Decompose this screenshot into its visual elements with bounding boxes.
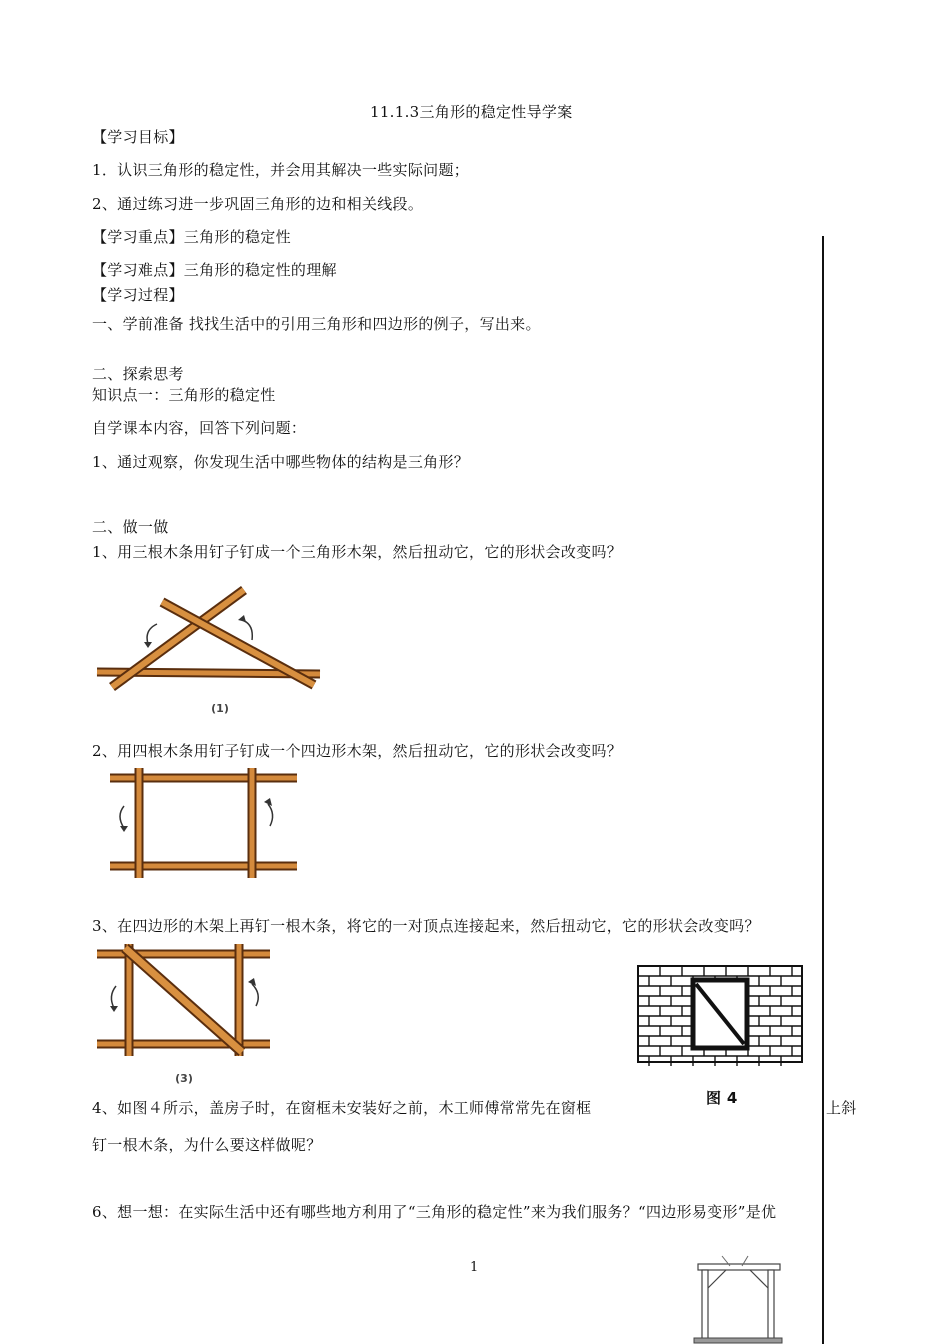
do-question-1: 1、用三根木条用钉子钉成一个三角形木架，然后扭动它，它的形状会改变吗？	[92, 543, 623, 561]
process-heading: 【学习过程】	[92, 286, 184, 304]
question-4-tail: 上斜	[826, 1099, 857, 1117]
page-number: 1	[470, 1260, 479, 1275]
do-question-3: 3、在四边形的木架上再钉一根木条，将它的一对顶点连接起来，然后扭动它，它的形状会改变吗？	[92, 917, 760, 935]
window-brace-figure	[636, 964, 806, 1066]
do-heading: 二、做一做	[92, 518, 169, 536]
prep-question: 一、学前准备 找找生活中的引用三角形和四边形的例子，写出来。	[92, 315, 541, 333]
question-4-line-2: 钉一根木条，为什么要这样做呢？	[92, 1136, 322, 1154]
braced-frame-figure	[92, 940, 277, 1088]
do-question-2: 2、用四根木条用钉子钉成一个四边形木架，然后扭动它，它的形状会改变吗？	[92, 742, 623, 760]
gate-structure-figure	[692, 1254, 784, 1344]
figure-3-caption: (3)	[175, 1072, 193, 1085]
quadrilateral-frame-figure	[92, 766, 307, 886]
knowledge-point-1: 知识点一：三角形的稳定性	[92, 386, 276, 404]
goal-1: 1．认识三角形的稳定性，并会用其解决一些实际问题；	[92, 161, 470, 179]
goals-heading: 【学习目标】	[92, 128, 184, 146]
key-point: 【学习重点】三角形的稳定性	[92, 228, 291, 246]
figure-1-caption: (1)	[211, 702, 229, 715]
figure-4-caption: 图 4	[706, 1089, 738, 1107]
page-title: 11.1.3三角形的稳定性导学案	[370, 103, 573, 121]
right-margin-rule	[822, 236, 824, 1344]
explore-heading: 二、探索思考	[92, 365, 184, 383]
observe-question: 1、通过观察，你发现生活中哪些物体的结构是三角形？	[92, 453, 470, 471]
goal-2: 2、通过练习进一步巩固三角形的边和相关线段。	[92, 195, 424, 213]
question-4-line-1: 4、如图４所示，盖房子时，在窗框未安装好之前，木工师傅常常先在窗框	[92, 1099, 592, 1117]
triangle-frame-figure	[92, 582, 332, 717]
question-6: 6、想一想：在实际生活中还有哪些地方利用了“三角形的稳定性”来为我们服务？“四边形易变形”是优	[92, 1203, 777, 1221]
difficulty: 【学习难点】三角形的稳定性的理解	[92, 261, 337, 279]
self-study: 自学课本内容，回答下列问题：	[92, 419, 307, 437]
